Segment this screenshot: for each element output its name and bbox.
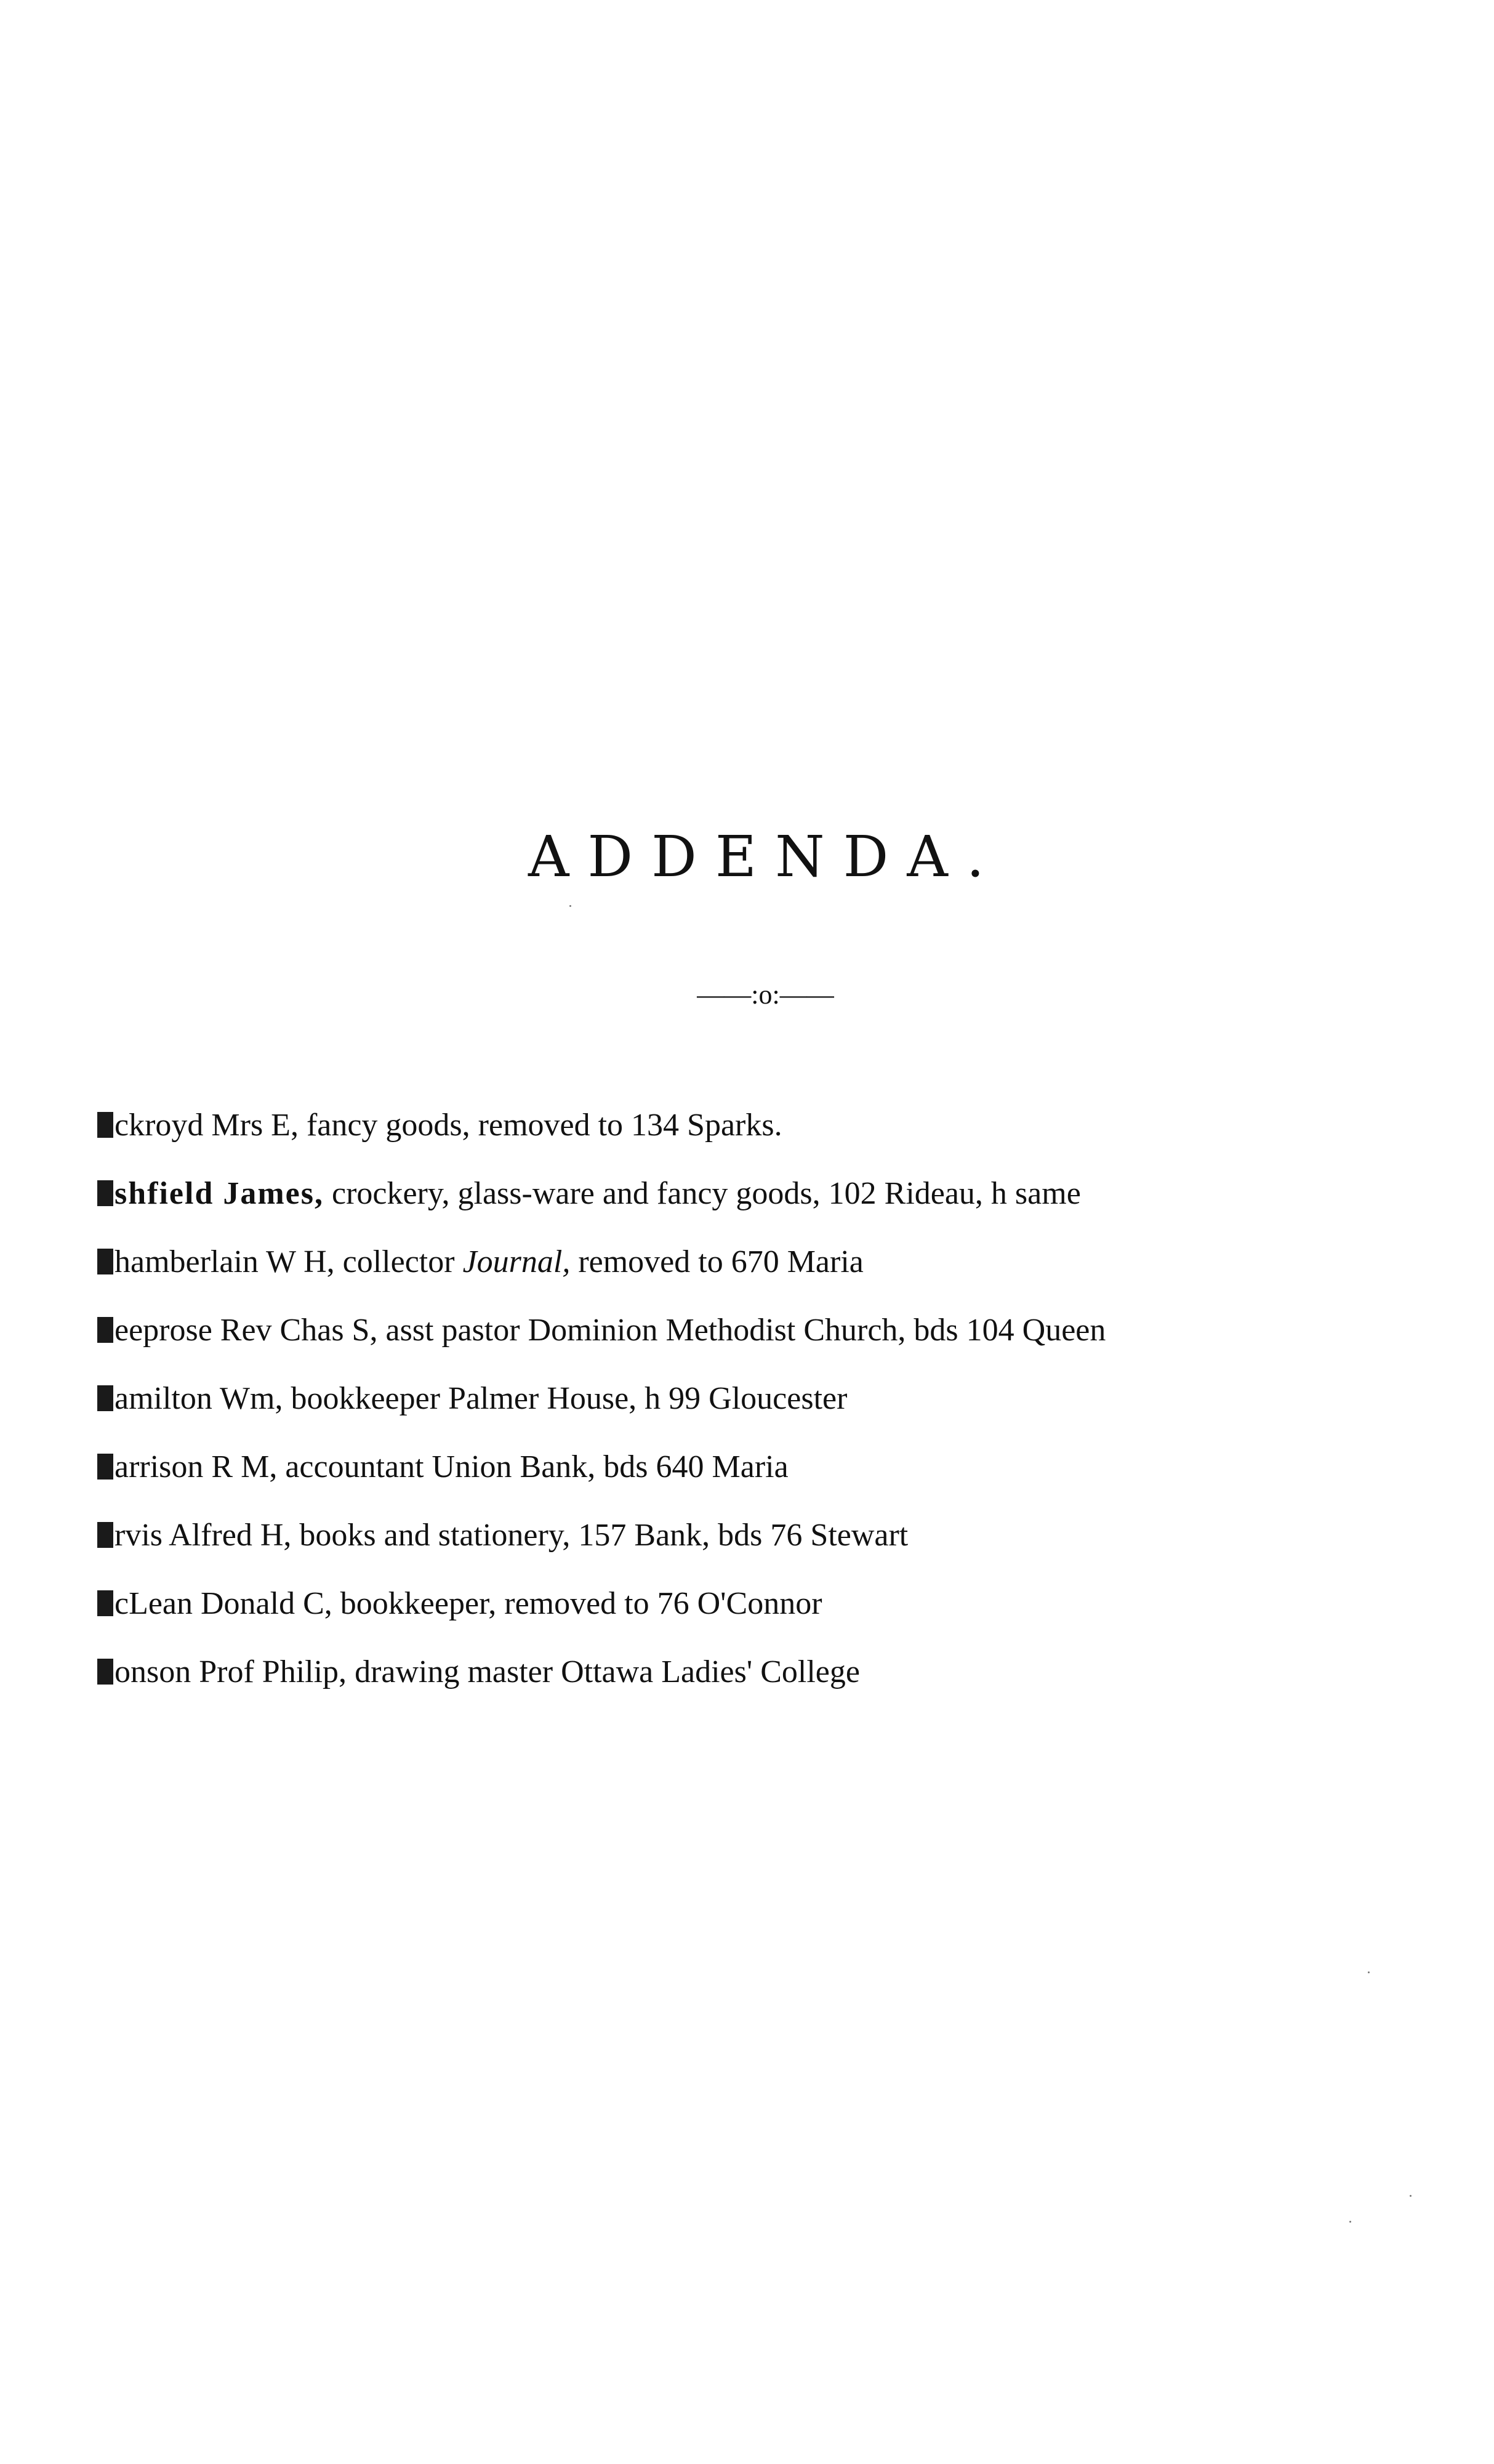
paper-speck [569,905,571,907]
initial-letter-mark [97,1659,113,1685]
entry-details: bookkeeper Palmer House, h 99 Gloucester [283,1381,848,1416]
entry-details: fancy goods, removed to 134 Sparks. [298,1108,782,1143]
addenda-list [97,1103,1476,1718]
entry-name: onson Prof Philip, [114,1654,347,1689]
list-item [97,1377,1476,1445]
entry-name: eeprose Rev Chas S, [114,1313,378,1348]
entry-details-prefix: collector [334,1244,463,1279]
entry-name: arrison R M, [114,1449,278,1484]
initial-letter-mark [97,1454,113,1480]
list-item [97,1103,1476,1172]
list-item [97,1513,1476,1582]
entry-name: amilton Wm, [114,1381,283,1416]
entry-name: cLean Donald C, [114,1586,332,1621]
section-separator: ——:o:—— [697,980,834,1010]
list-item [97,1172,1476,1240]
entry-details: removed to 670 Maria [570,1244,864,1279]
initial-letter-mark [97,1180,113,1206]
entry-details: crockery, glass-ware and fancy goods, 102 Rideau, h same [324,1176,1081,1211]
paper-speck [1368,1971,1370,1973]
initial-letter-mark [97,1385,113,1411]
initial-letter-mark [97,1522,113,1548]
list-item [97,1308,1476,1377]
initial-letter-mark [97,1317,113,1343]
initial-letter-mark [97,1590,113,1616]
page-title: ADDENDA. [528,824,1003,890]
list-item [97,1650,1476,1718]
list-item [97,1445,1476,1513]
list-item [97,1582,1476,1650]
initial-letter-mark [97,1249,113,1274]
paper-speck [1349,2221,1351,2223]
entry-details: bookkeeper, removed to 76 O'Connor [332,1586,822,1621]
entry-publication: Journal, [462,1244,571,1279]
list-item [97,1240,1476,1308]
entry-name: shfield James, [114,1176,324,1211]
initial-letter-mark [97,1112,113,1138]
entry-name: ckroyd Mrs E, [114,1108,299,1143]
paper-speck [1410,2195,1412,2197]
entry-details: asst pastor Dominion Methodist Church, bds 104 Queen [377,1313,1106,1348]
entry-name: hamberlain W H, [114,1244,335,1279]
entry-details: drawing master Ottawa Ladies' College [347,1654,860,1689]
entry-details: accountant Union Bank, bds 640 Maria [277,1449,789,1484]
entry-details: books and stationery, 157 Bank, bds 76 Stewart [291,1518,909,1553]
entry-name: rvis Alfred H, [114,1518,292,1553]
